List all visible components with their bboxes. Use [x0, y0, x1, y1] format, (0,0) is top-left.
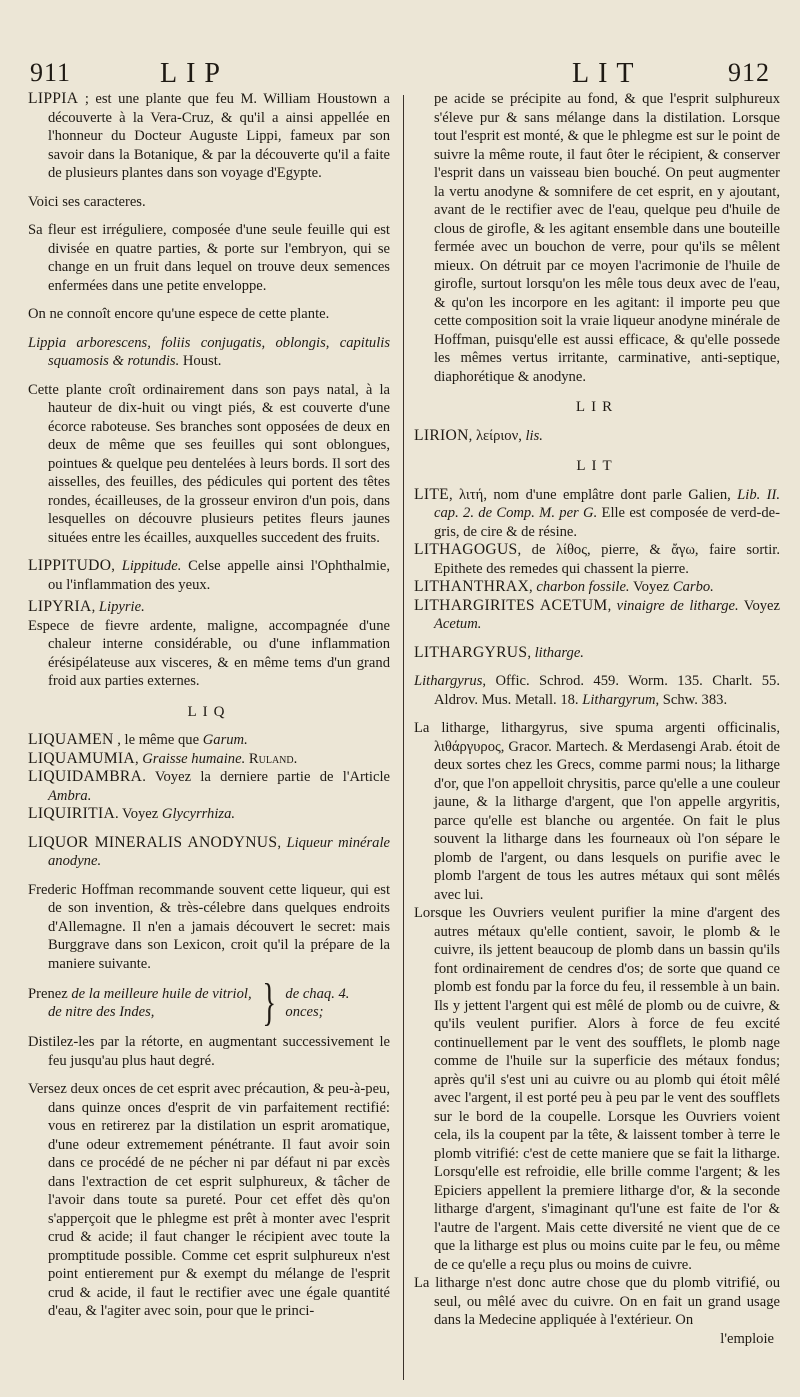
- entry-lithanthrax: LITHANTHRAX, charbon fossile. Voyez Carbo.: [414, 578, 714, 595]
- paragraph: Versez deux onces de cet esprit avec précaution, & peu-à-peu, dans quinze onces d'esprit de vin parfaitement rectifié: vous en retirerez par la distilation un esprit aromatique, d'une odeur extremement pénétrante. Il faut avoir soin dans ce procédé de ne pécher ni par défaut ni par excès dans l'extraction de cet esprit sulphureux, & tâcher de l'avoir dans toute sa pureté. Pour cet effet dès qu'on s'apperçoit que le phlegme est prêt à monter avec l'esprit crud & acide; il faut changer le récipient avec toute la promptitude possible. Comme cet esprit sulphureux n'est point entierement pur & exempt du mélange de l'esprit crud & acide, il faut le rectifier avec une égale quantité d'eau, & l'agiter avec soin, pour que le princi-: [28, 1081, 390, 1319]
- headword: LIQUIRITIA: [28, 805, 116, 822]
- bibliography: [414, 672, 780, 709]
- headword: LIQUAMEN: [28, 731, 114, 748]
- recipe-dose-text: de chaq. 4. onces;: [285, 985, 350, 1020]
- entry-liquamumia: LIQUAMUMIA, Graisse humaine. Ruland.: [28, 749, 298, 767]
- right-running-head: LIT: [572, 58, 643, 89]
- bib-name: Lithargyrus: [414, 673, 483, 689]
- right-column: [414, 90, 780, 1348]
- left-running-head: LIP: [160, 58, 229, 89]
- entry-text: Voyez: [632, 579, 670, 595]
- paragraph: Voici ses caracteres.: [28, 193, 146, 210]
- section-heading: LIR: [575, 399, 619, 415]
- paragraph: La litharge, lithargyrus, sive spuma argenti officinalis, λιθάργυρος, Gracor. Martech. & Merdasengi Arab. étoit de deux sortes chez les Grecs, comme parmi nous; la litharge d'or, que l'on appelloit chrysitis, parce qu'elle a une couleur jaune, & la litharge d'argent, que l'on appelle argyritis, parce qu'elle est blanche ou argentée. On fait le plus souvent la litharge dans les fourneaux où l'on sépare le plomb de l'argent, ou dans lesquels on purifie avec le plomb l'argent de tous les autres métaux qui sont mêlés avec lui.: [414, 720, 780, 903]
- botanical-author: Houst.: [182, 353, 222, 369]
- bib-text: , Offic. Schrod. 459. Worm. 135. Charlt. 55. Aldrov. Mus. Metall. 18.: [434, 673, 780, 708]
- entry-text: , le même que: [117, 732, 200, 748]
- entry-text: ; est une plante que feu M. William Houstown a découverte à la Vera-Cruz, & qu'il a ainsi appellée en l'honneur du Docteur Auguste Lippi, fameux par son savoir dans la Botanique, & par la découverte qu'il a faite de plusieurs plantes dans son voyage d'Egypte.: [48, 91, 390, 181]
- bib-name: Lithargyrum: [582, 691, 656, 708]
- gloss: lis.: [525, 427, 543, 444]
- entry-text: Voyez: [743, 597, 781, 614]
- recipe-ingredient-2: de nitre des Indes,: [48, 1004, 155, 1020]
- headword: LIQUAMUMIA: [28, 749, 135, 767]
- entry-lithargirites-acetum: LITHARGIRITES ACETUM, vinaigre de litharge. Voyez Acetum.: [414, 596, 781, 632]
- headword: LIRION: [414, 426, 469, 444]
- greek-word: λιτή: [458, 486, 484, 503]
- entry-text: , de λίθος, pierre, & ἄγω, faire sortir. Epithete des remedes qui chassent la pierre.: [434, 542, 780, 577]
- author: Ruland.: [248, 750, 298, 767]
- entry-text: Celse appelle ainsi l'Ophthalmie, ou l'inflammation des yeux.: [48, 558, 390, 593]
- headword: LITE: [414, 485, 449, 503]
- botanical-name-italic: Lippia arborescens, foliis conjugatis, oblongis, capitulis squamosis & rotundis.: [28, 334, 390, 369]
- gloss: charbon fossile.: [536, 579, 630, 595]
- cross-reference: Acetum.: [434, 616, 482, 632]
- headword: LIPYRIA: [28, 598, 92, 615]
- brace-icon: }: [262, 974, 277, 1031]
- cross-reference: Ambra.: [48, 787, 92, 804]
- recipe-prenez: Prenez: [28, 985, 68, 1002]
- cross-reference: Carbo.: [672, 579, 714, 595]
- paragraph: Distilez-les par la rétorte, en augmentant successivement le feu jusqu'au plus haut degré.: [28, 1034, 390, 1069]
- paragraph: pe acide se précipite au fond, & que l'esprit sulphureux s'éleve pur & sans mélange dans la distilation. Lorsque tout l'esprit est monté, & que le phlegme est sur le point de suivre la même route, il faut ôter le récipient, & conserver l'esprit dans un vaisseau bien bouché. On peut augmenter la vertu anodyne & somnifere de cet esprit, en y ajoutant, avant de le rectifier avec de l'eau, quelque peu d'huile de clous de girofle, & les agitant ensemble dans une bouteille fermée avec un bouchon de verre, pour qu'ils se mêlent mieux. On détruit par ce moyen l'acrimonie de l'huile de girofle, surtout lorsqu'on les mêle tous deux avec de l'eau, & qu'on les incorpore en les agitant: il importe peu que cette composition soit la vraie liqueur anodyne minérale de Hoffman, puisqu'elle est aussi efficace, & qu'elle possede les mêmes vertus irritante, carminative, anti-septique, diaphorétique & anodyne.: [434, 91, 780, 385]
- greek-word: λείριον: [475, 427, 519, 444]
- headword: LIQUOR MINERALIS ANODYNUS: [28, 833, 278, 851]
- paragraph: Frederic Hoffman recommande souvent cette liqueur, qui est de son invention, & très-célebre dans quelques endroits d'Allemagne. Il n'en a jamais découvert le secret: mais Burggrave dans son Lexicon, croit qu'il la prépare de la maniere suivante.: [28, 881, 390, 972]
- gloss: Graisse humaine.: [142, 750, 246, 767]
- right-page-number: 912: [728, 58, 770, 87]
- headword: LITHARGIRITES ACETUM: [414, 596, 608, 614]
- cross-reference: Glycyrrhiza.: [161, 806, 236, 822]
- gloss: Lippitude.: [121, 558, 182, 574]
- gloss: Liqueur minérale anodyne.: [48, 834, 390, 869]
- entry-text: Elle est composée de verd-de-gris, de cire & de résine.: [434, 505, 781, 540]
- entry-liquor: LIQUOR MINERALIS ANODYNUS, Liqueur minérale anodyne.: [28, 833, 390, 869]
- entry-lipyria-head: LIPYRIA, Lipyrie.: [28, 598, 145, 615]
- entry-lirion: LIRION, λείριον, lis.: [414, 426, 543, 444]
- recipe-dose: [281, 985, 390, 1022]
- recipe-ingredients: [28, 985, 257, 1022]
- cross-reference: Garum.: [202, 732, 248, 748]
- paragraph: Cette plante croît ordinairement dans son pays natal, à la hauteur de dix-huit ou vingt piés, & est couverte d'une écorce raboteuse. Ses branches sont opposées de deux en deux de même que ses feuilles qui sont oblongues, pointues & quelque peu dentelées à leurs bords. Il sort des aisselles, des feuilles, des pédicules qui portent des têtes rondes, écailleuses, de la grosseur environ d'un pois, dans lesquelles on découvre plusieurs petites fleurs jaunes situées entre les écailles, auxquelles succedent des fruits.: [28, 381, 390, 546]
- headword: LIQUIDAMBRA: [28, 768, 143, 785]
- botanical-name: [28, 334, 390, 371]
- recipe: [28, 974, 390, 1031]
- column-divider: [403, 95, 404, 1380]
- paragraph: La litharge n'est donc autre chose que du plomb vitrifié, ou seul, ou mêlé avec du cuivre. On en fait un grand usage dans la Medecine appliquée à l'extérieur. On: [414, 1275, 780, 1328]
- entry-text: . Voyez: [115, 806, 159, 822]
- headword: LITHAGOGUS: [414, 541, 518, 558]
- catchword: l'emploie: [720, 1330, 774, 1347]
- gloss: litharge.: [534, 644, 584, 661]
- paragraph: Sa fleur est irréguliere, composée d'une seule feuille qui est divisée en quatre parties, & porte sur l'embryon, qui se change en un fruit dans lequel on trouve deux semences enfermées dans une petite enveloppe.: [28, 222, 390, 294]
- entry-lippia: [28, 90, 390, 183]
- left-column: [28, 90, 390, 1321]
- paragraph: Lorsque les Ouvriers veulent purifier la mine d'argent des autres métaux qu'elle contient, savoir, le plomb & le cuivre, ils jettent beaucoup de plomb dans un bassin qu'ils font ordinairement de cendres d'os; de sorte que quand ce plomb est fondu par la force du feu, il ressemble à un bain. Ils y jettent l'argent qui est mêlé de plomb ou de cuivre, & qu'ils veulent purifier. Alors à force de feu excité continuellement par le vent des soufflets, le plomb nage comme de l'huile sur la superficie des métaux fondus; après qu'il s'est uni au cuivre ou au plomb qui étoit mêlé avec l'argent, il est porté peu à peu par le vent des soufflets sur le bord de la coupelle. Lorsque les Ouvriers voient cela, ils la coupent par la tête, & laissent tomber à terre le plomb vitrifié: c'est de cette maniere que se fait la litharge. Lorsqu'elle est refroidie, elle brille comme l'argent; & les Epiciers appellent la premiere litharge d'or, & la seconde litharge d'argent, s'imaginant qu'l'une est faite de l'or & l'autre de l'argent. Mais cette diversité ne vient que de ce que la litharge est plus ou moins cuite par le feu, ou même de ce qu'elle a reçu plus ou moins de cuivre.: [414, 905, 780, 1273]
- recipe-ingredient-1: de la meilleure huile de vitriol,: [71, 985, 252, 1002]
- entry-lithargyrus: LITHARGYRUS, litharge.: [414, 643, 584, 661]
- entry-liquiritia: [28, 805, 390, 824]
- reference: Lib. II. cap. 2. de Comp. M. per G.: [434, 486, 781, 521]
- entry-lite: LITE, λιτή, nom d'une emplâtre dont parle Galien, Lib. II. cap. 2. de Comp. M. per G. Elle est composée de verd-de-gris, de cire & de résine.: [414, 485, 781, 540]
- paragraph: On ne connoît encore qu'une espece de cette plante.: [28, 306, 330, 322]
- headword: LIPPITUDO: [28, 557, 112, 574]
- section-heading: LIQ: [187, 703, 231, 720]
- entry-text: . Voyez la derniere partie de l'Article: [142, 769, 390, 785]
- entry-lithagogus: [414, 541, 780, 578]
- entry-lippitudo: LIPPITUDO, Lippitude. Celse appelle ainsi l'Ophthalmie, ou l'inflammation des yeux.: [28, 557, 390, 593]
- headword: LIPPIA: [28, 90, 79, 107]
- entry-text: Espece de fievre ardente, maligne, accompagnée d'une chaleur interne considérable, ou d'une inflammation érésipélateuse aux visceres, & en même tems d'un grand froid aux parties externes.: [28, 617, 390, 689]
- bib-text: , Schw. 383.: [655, 691, 728, 708]
- entry-liquidambra: [28, 768, 390, 805]
- entry-liquamen: [28, 731, 390, 750]
- headword: LITHANTHRAX: [414, 578, 530, 595]
- gloss: Lipyrie.: [98, 599, 145, 615]
- left-page-number: 911: [30, 58, 72, 87]
- section-heading: LIT: [576, 458, 618, 474]
- entry-text: , nom d'une emplâtre dont parle Galien,: [483, 486, 731, 503]
- headword: LITHARGYRUS: [414, 643, 528, 661]
- gloss: vinaigre de litharge.: [616, 597, 739, 614]
